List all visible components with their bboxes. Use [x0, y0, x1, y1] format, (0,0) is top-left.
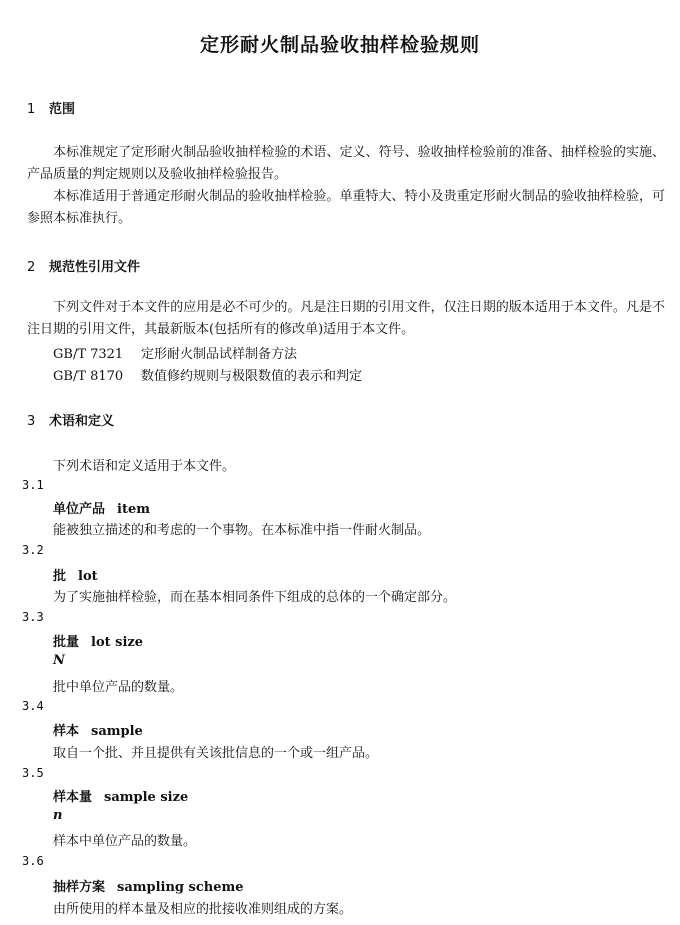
term-en: sample size — [104, 790, 189, 805]
term-heading — [53, 786, 188, 805]
term-number: 3.3 — [22, 610, 44, 624]
section-number: 2 — [27, 260, 36, 275]
term-zh: 样本 — [53, 724, 80, 739]
section-number: 1 — [27, 102, 36, 117]
term-zh: 批量 — [53, 635, 80, 650]
reference-item — [53, 365, 362, 384]
term-symbol: n — [53, 808, 63, 823]
term-number: 3.6 — [22, 854, 44, 868]
term-definition: 取自一个批、并且提供有关该批信息的一个或一组产品。 — [53, 746, 379, 761]
term-definition: 为了实施抽样检验，而在基本相同条件下组成的总体的一个确定部分。 — [53, 590, 457, 605]
reference-code: GB/T 8170 — [53, 369, 124, 384]
section-number: 3 — [27, 414, 36, 429]
term-heading — [53, 876, 244, 895]
reference-item — [53, 343, 297, 362]
document-title: 定形耐火制品验收抽样检验规则 — [199, 34, 480, 56]
term-en: lot size — [91, 635, 144, 650]
term-zh: 样本量 — [53, 790, 93, 805]
scope-paragraph-2: 本标准适用于普通定形耐火制品的验收抽样检验。单重特大、特小及贵重定形耐火制品的验收抽样检验，可参照本标准执行。 — [27, 189, 665, 226]
scope-paragraph-1: 本标准规定了定形耐火制品验收抽样检验的术语、定义、符号、验收抽样检验前的准备、抽样检验的实施、产品质量的判定规则以及验收抽样检验报告。 — [27, 145, 665, 182]
term-number: 3.4 — [22, 699, 44, 713]
term-en: lot — [78, 569, 98, 584]
references-paragraph: 下列文件对于本文件的应用是必不可少的。凡是注日期的引用文件，仅注日期的版本适用于本文件。凡是不注日期的引用文件，其最新版本(包括所有的修改单)适用于本文件。 — [27, 300, 665, 337]
term-heading — [53, 498, 150, 517]
reference-code: GB/T 7321 — [53, 347, 124, 362]
section-title: 范围 — [49, 102, 76, 117]
section-heading-terms — [27, 410, 114, 429]
term-heading — [53, 565, 98, 584]
term-number: 3.5 — [22, 766, 44, 780]
reference-title: 定形耐火制品试样制备方法 — [141, 347, 298, 362]
term-heading — [53, 631, 143, 650]
terms-intro: 下列术语和定义适用于本文件。 — [53, 459, 236, 474]
term-zh: 单位产品 — [53, 502, 106, 517]
term-heading — [53, 720, 143, 739]
term-symbol: N — [53, 653, 65, 668]
section-title: 规范性引用文件 — [49, 260, 141, 275]
term-definition: 由所使用的样本量及相应的批接收准则组成的方案。 — [53, 902, 353, 917]
term-number: 3.1 — [22, 478, 44, 492]
term-en: item — [117, 502, 150, 517]
term-definition: 样本中单位产品的数量。 — [53, 834, 197, 849]
section-heading-scope — [27, 98, 75, 117]
term-number: 3.2 — [22, 543, 44, 557]
term-en: sampling scheme — [117, 880, 244, 895]
term-definition: 批中单位产品的数量。 — [53, 680, 184, 695]
term-definition: 能被独立描述的和考虑的一个事物。在本标准中指一件耐火制品。 — [53, 523, 431, 538]
section-heading-references — [27, 256, 140, 275]
section-title: 术语和定义 — [49, 414, 115, 429]
term-zh: 批 — [53, 569, 67, 584]
reference-title: 数值修约规则与极限数值的表示和判定 — [141, 369, 363, 384]
term-en: sample — [91, 724, 143, 739]
term-zh: 抽样方案 — [53, 880, 106, 895]
